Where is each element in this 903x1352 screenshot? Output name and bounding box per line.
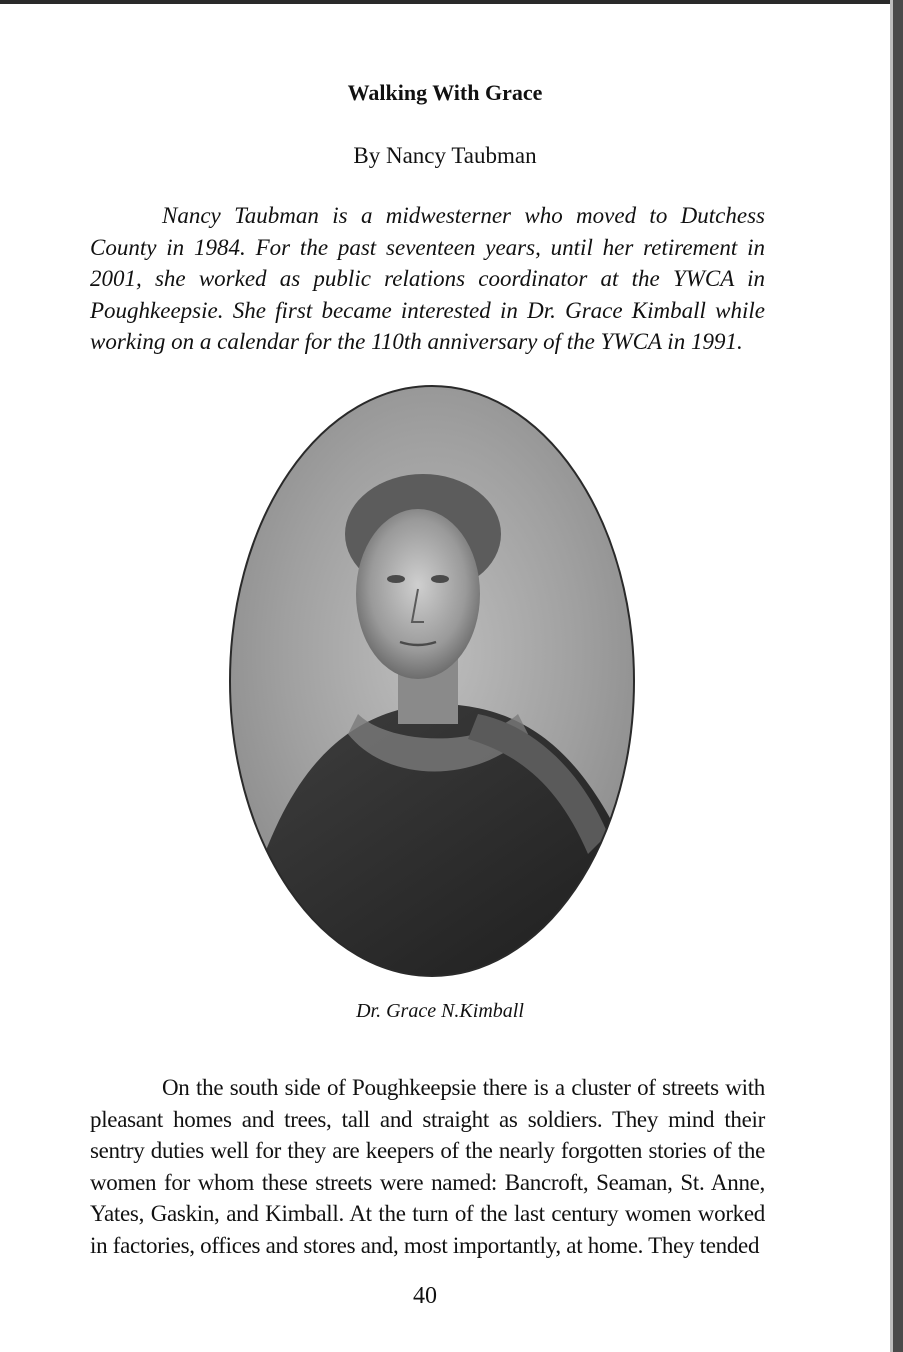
page-number: 40 bbox=[413, 1283, 437, 1309]
portrait-figure bbox=[228, 384, 636, 978]
figure-caption: Dr. Grace N.Kimball bbox=[356, 1000, 524, 1022]
article-byline: By Nancy Taubman bbox=[353, 143, 537, 168]
portrait-image bbox=[228, 384, 636, 978]
body-paragraph: On the south side of Poughkeepsie there is a cluster of streets with pleasant homes and trees, tall and straight as soldiers. They mind their sentry duties well for they are keepers of the nearly forgotten stories of the women for whom these streets were named: Bancroft, Seaman, St. Anne, Yates, Gaskin, and Kimball. At the turn of the last century women worked in factories, offices and stores and, most importantly, at home. They tended bbox=[90, 1075, 765, 1258]
page-edge bbox=[893, 0, 903, 1352]
article-title: Walking With Grace bbox=[347, 80, 543, 105]
top-border bbox=[0, 0, 903, 4]
author-intro: Nancy Taubman is a midwesterner who moved to Dutchess County in 1984. For the past seventeen years, until her retirement in 2001, she worked as public relations coordinator at the YWCA in Poughkeepsie. She first became interested in Dr. Grace Kimball while working on a calendar for the 110th anniversary of the YWCA in 1991. bbox=[90, 203, 765, 354]
